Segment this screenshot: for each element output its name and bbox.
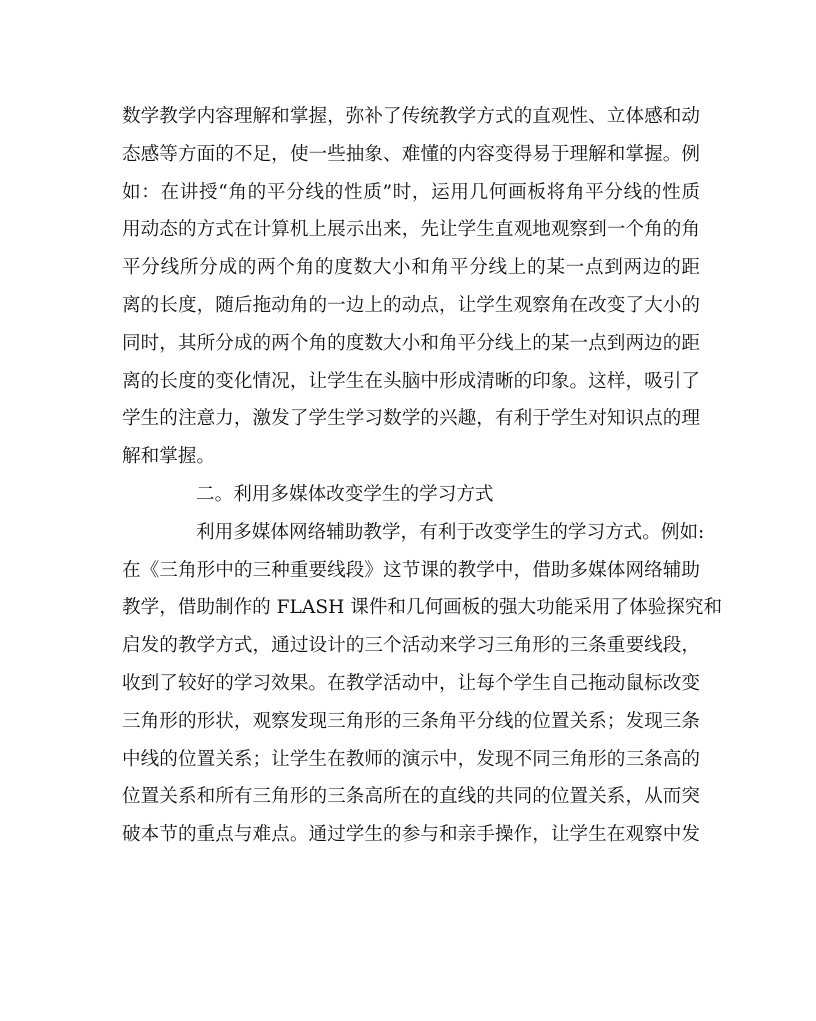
paragraph-line: 用动态的方式在计算机上展示出来，先让学生直观地观察到一个角的角 [122, 219, 700, 241]
paragraph-line: 平分线所分成的两个角的度数大小和角平分线上的某一点到两边的距 [122, 257, 700, 279]
paragraph-line: 解和掌握。 [122, 446, 215, 468]
paragraph-line: 离的长度的变化情况，让学生在头脑中形成清晰的印象。这样，吸引了 [122, 370, 700, 392]
paragraph-line: 数学教学内容理解和掌握，弥补了传统教学方式的直观性、立体感和动 [122, 106, 700, 127]
paragraph-line: 利用多媒体网络辅助教学，有利于改变学生的学习方式。例如: [196, 521, 705, 543]
paragraph-line: 学生的注意力，激发了学生学习数学的兴趣，有利于学生对知识点的理 [122, 408, 700, 430]
paragraph-line: 教学，借助制作的 FLASH 课件和几何画板的强大功能采用了体验探究和 [122, 597, 723, 619]
paragraph-line: 同时，其所分成的两个角的度数大小和角平分线上的某一点到两边的距 [122, 332, 700, 354]
section-heading: 二。利用多媒体改变学生的学习方式 [196, 483, 494, 505]
paragraph-line: 中线的位置关系；让学生在教师的演示中，发现不同三角形的三条高的 [122, 748, 700, 770]
paragraph-line: 启发的教学方式，通过设计的三个活动来学习三角形的三条重要线段， [122, 635, 700, 657]
paragraph-line: 如：在讲授“角的平分线的性质”时，运用几何画板将角平分线的性质 [122, 181, 700, 203]
paragraph-line: 位置关系和所有三角形的三条高所在的直线的共同的位置关系，从而突 [122, 786, 700, 808]
paragraph-line: 离的长度，随后拖动角的一边上的动点，让学生观察角在改变了大小的 [122, 294, 700, 316]
paragraph-line: 破本节的重点与难点。通过学生的参与和亲手操作，让学生在观察中发 [122, 824, 700, 846]
paragraph-line: 在《三角形中的三种重要线段》这节课的教学中，借助多媒体网络辅助 [122, 559, 700, 581]
paragraph-line: 态感等方面的不足，使一些抽象、难懂的内容变得易于理解和掌握。例 [122, 143, 700, 165]
paragraph-line: 三角形的形状，观察发现三角形的三条角平分线的位置关系；发现三条 [122, 710, 700, 732]
document-body [122, 98, 723, 854]
paragraph-line: 收到了较好的学习效果。在教学活动中，让每个学生自己拖动鼠标改变 [122, 672, 700, 694]
